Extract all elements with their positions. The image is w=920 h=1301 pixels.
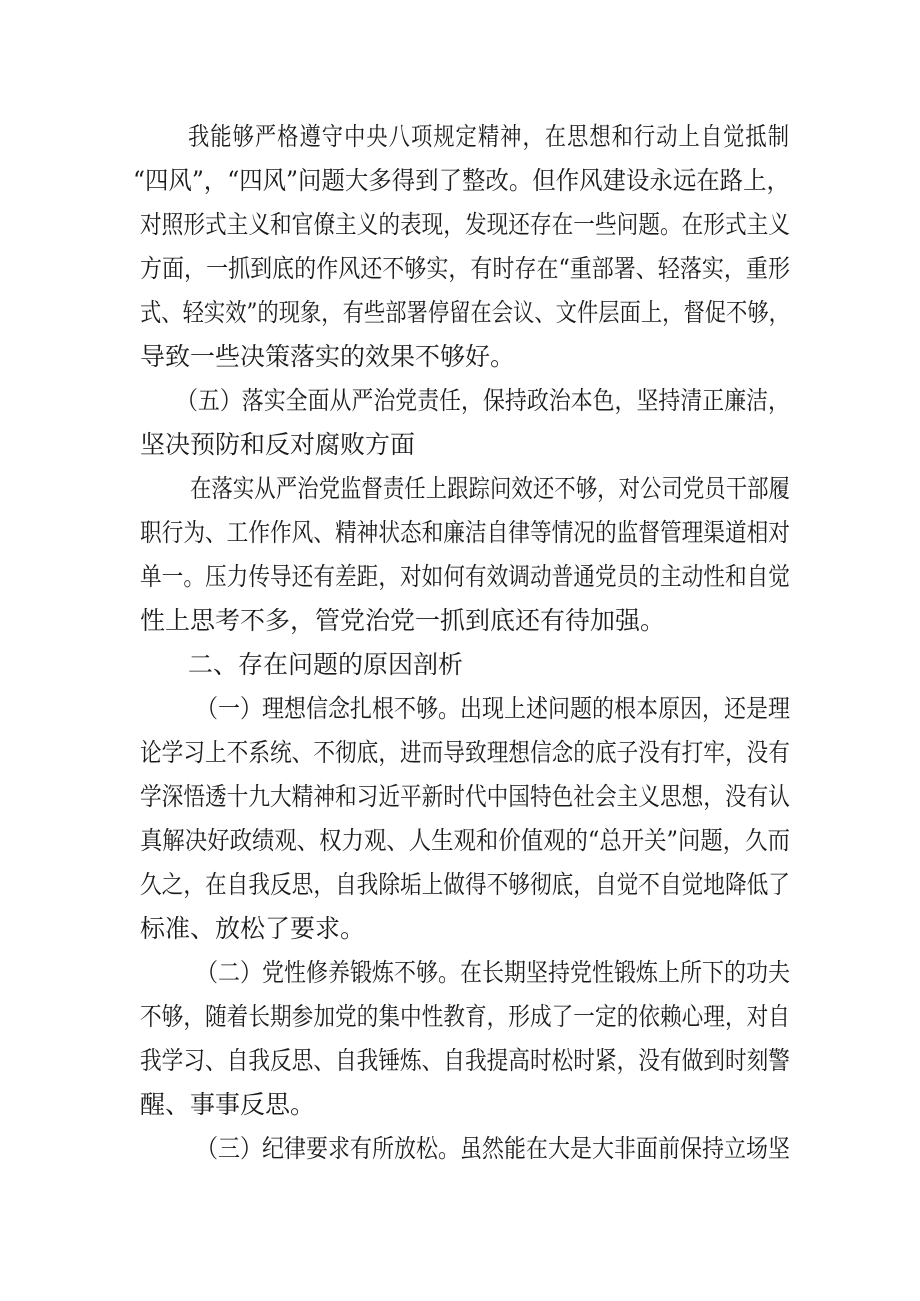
- text-line-content: 不够，随着长期参加党的集中性教育，形成了一定的依赖心理，对自: [140, 1002, 790, 1031]
- text-line: [0, 775, 920, 819]
- text-line-content: （二）党性修养锻炼不够。在长期坚持党性锻炼上所下的功夫: [196, 958, 791, 987]
- text-line-content: 我学习、自我反思、自我锤炼、自我提高时松时紧，没有做到时刻警: [140, 1046, 790, 1075]
- text-line: [0, 1127, 920, 1171]
- text-line: [0, 863, 920, 907]
- text-line: [0, 159, 920, 203]
- text-line-content: 坚决预防和反对腐败方面: [140, 430, 416, 459]
- section-heading-line: [0, 643, 920, 687]
- text-line-content: “四风”，“四风”问题大多得到了整改。但作风建设永远在路上，: [133, 166, 790, 195]
- text-line: [0, 1083, 920, 1127]
- text-line-content: 我能够严格遵守中央八项规定精神，在思想和行动上自觉抵制: [188, 122, 791, 151]
- text-line-content: 醒、事事反思。: [140, 1090, 316, 1119]
- text-line: [0, 687, 920, 731]
- text-line: [0, 203, 920, 247]
- text-line: [0, 951, 920, 995]
- text-line: [0, 599, 920, 643]
- text-line: [0, 291, 920, 335]
- text-line-content: 论学习上不系统、不彻底，进而导致理想信念的底子没有打牢，没有: [140, 738, 790, 767]
- text-line-content: （三）纪律要求有所放松。虽然能在大是大非面前保持立场坚: [196, 1134, 791, 1163]
- section-heading-line: [0, 423, 920, 467]
- text-line-content: 在落实从严治党监督责任上跟踪问效还不够，对公司党员干部履: [190, 474, 790, 503]
- text-line: [0, 511, 920, 555]
- text-line-content: 标准、放松了要求。: [140, 914, 366, 943]
- text-line: [0, 247, 920, 291]
- text-line-content: 真解决好政绩观、权力观、人生观和价值观的“总开关”问题，久而: [140, 826, 790, 855]
- text-line-content: 单一。压力传导还有差距，对如何有效调动普通党员的主动性和自觉: [140, 562, 790, 591]
- text-line-content: 式、轻实效”的现象，有些部署停留在会议、文件层面上，督促不够，: [140, 298, 790, 327]
- text-line: [0, 819, 920, 863]
- text-line: [0, 555, 920, 599]
- text-line: [0, 335, 920, 379]
- text-line-content: 学深悟透十九大精神和习近平新时代中国特色社会主义思想，没有认: [140, 782, 790, 811]
- text-line: [0, 467, 920, 511]
- text-line-content: 职行为、工作作风、精神状态和廉洁自律等情况的监督管理渠道相对: [140, 518, 790, 547]
- text-line: [0, 731, 920, 775]
- text-line-content: 二、存在问题的原因剖析: [188, 650, 464, 679]
- text-line-content: （五）落实全面从严治党责任，保持政治本色，坚持清正廉洁，: [176, 386, 790, 415]
- text-line-content: 久之，在自我反思，自我除垢上做得不够彻底，自觉不自觉地降低了: [140, 870, 790, 899]
- text-line-content: 导致一些决策落实的效果不够好。: [140, 342, 516, 371]
- text-line: [0, 1039, 920, 1083]
- text-line-content: 性上思考不多，管党治党一抓到底还有待加强。: [140, 606, 666, 635]
- text-line-content: 方面，一抓到底的作风还不够实，有时存在“重部署、轻落实，重形: [140, 254, 790, 283]
- text-line: [0, 907, 920, 951]
- text-line: [0, 995, 920, 1039]
- section-heading-line: [0, 379, 920, 423]
- text-line-content: （一）理想信念扎根不够。出现上述问题的根本原因，还是理: [196, 694, 791, 723]
- text-line: [0, 115, 920, 159]
- text-line-content: 对照形式主义和官僚主义的表现，发现还存在一些问题。在形式主义: [140, 210, 790, 239]
